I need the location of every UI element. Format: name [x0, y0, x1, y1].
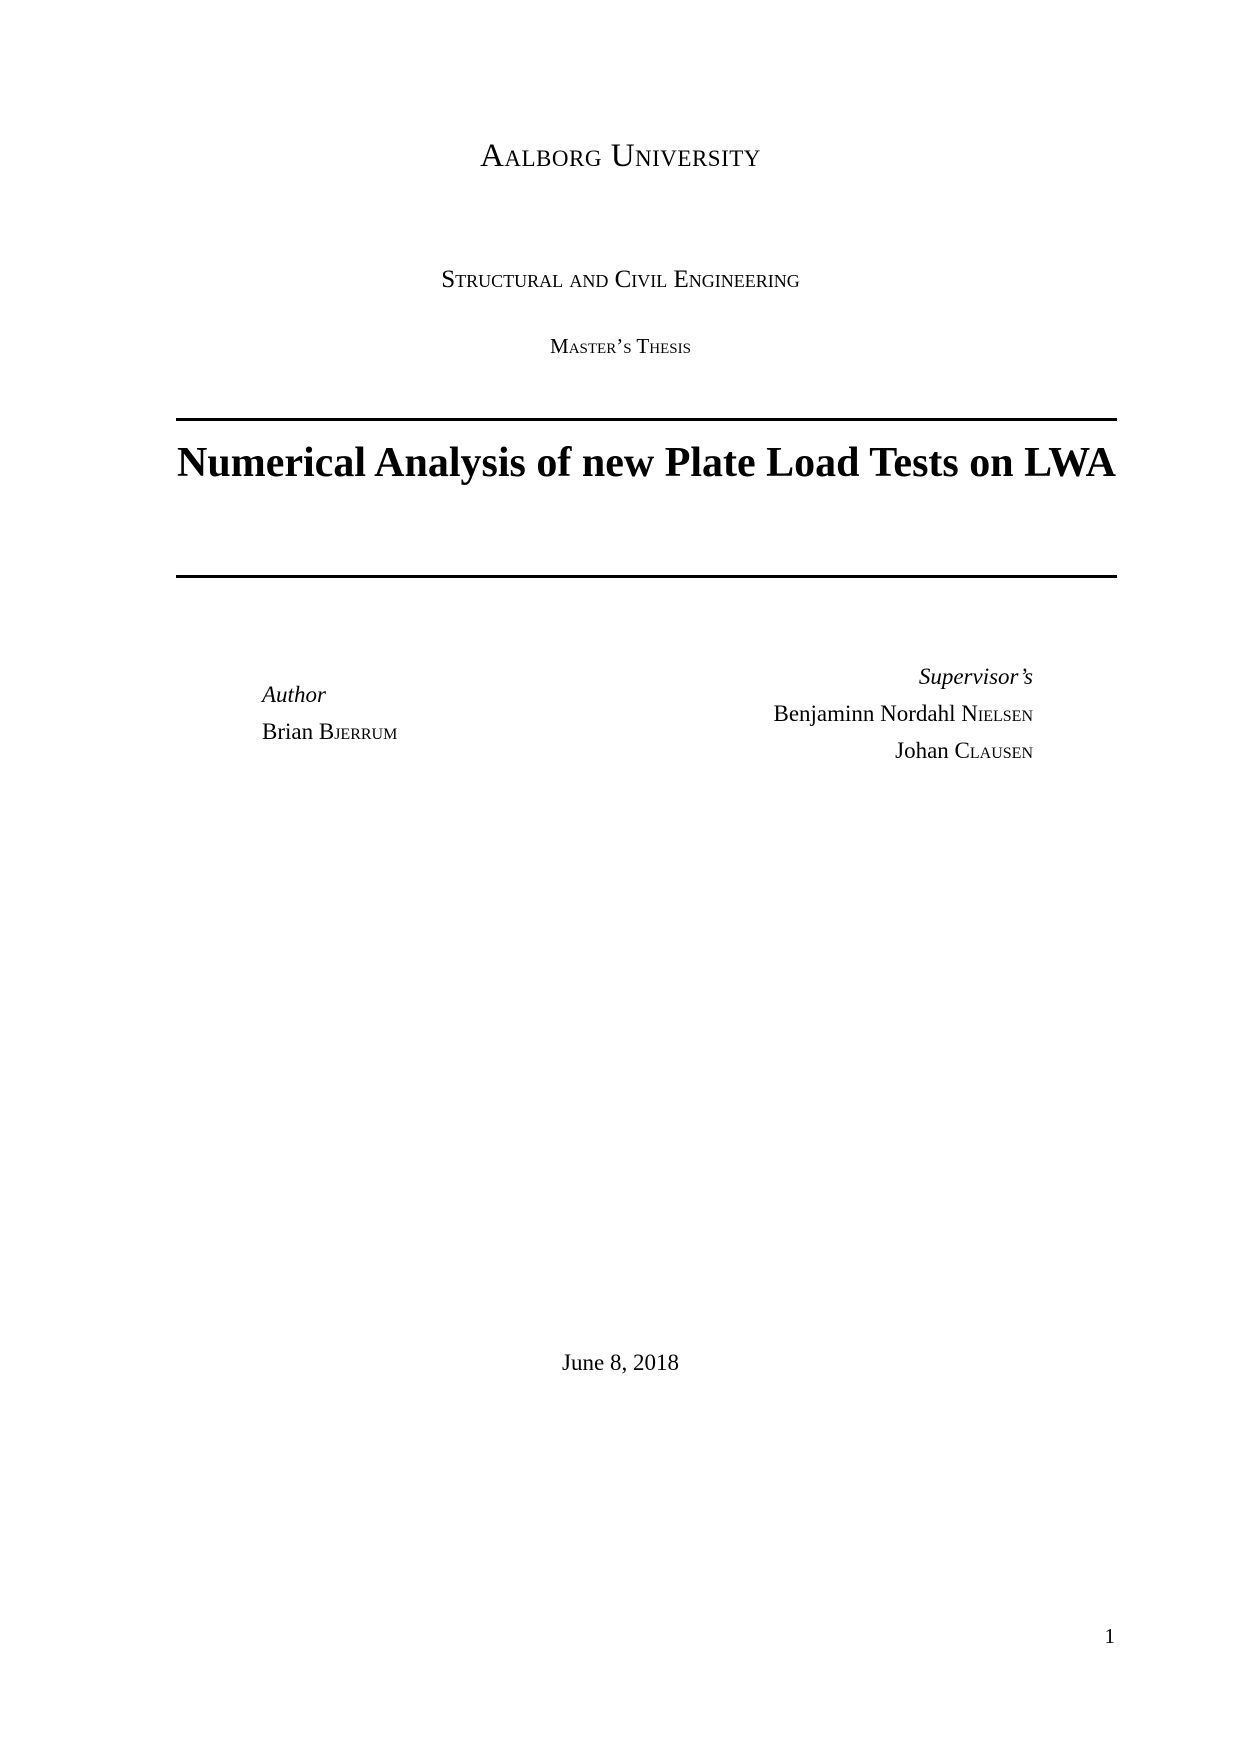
- supervisor-last-name: Nielsen: [961, 701, 1033, 726]
- author-first-name: Brian: [262, 719, 314, 744]
- supervisor-last-name: Clausen: [954, 738, 1033, 763]
- thesis-title: Numerical Analysis of new Plate Load Tests on LWA: [177, 440, 1116, 486]
- author-heading: Author: [262, 682, 326, 707]
- supervisor-first-name: Benjaminn Nordahl: [773, 701, 956, 726]
- author-last-name: Bjerrum: [318, 719, 398, 744]
- department-name: Structural and Civil Engineering: [441, 266, 800, 293]
- supervisor-block: [773, 658, 1033, 769]
- supervisor-first-name: Johan: [895, 738, 949, 763]
- university-name: Aalborg University: [480, 138, 761, 174]
- supervisor-name: [773, 732, 1033, 769]
- author-name: [262, 713, 397, 750]
- supervisor-name: [773, 695, 1033, 732]
- author-block: [262, 676, 397, 750]
- title-rule-top: [176, 418, 1117, 421]
- title-rule-bottom: [176, 575, 1117, 578]
- submission-date: June 8, 2018: [562, 1350, 679, 1375]
- page-number: 1: [1104, 1624, 1115, 1648]
- supervisor-heading: Supervisor’s: [918, 664, 1033, 689]
- thesis-type: Master’s Thesis: [550, 334, 691, 358]
